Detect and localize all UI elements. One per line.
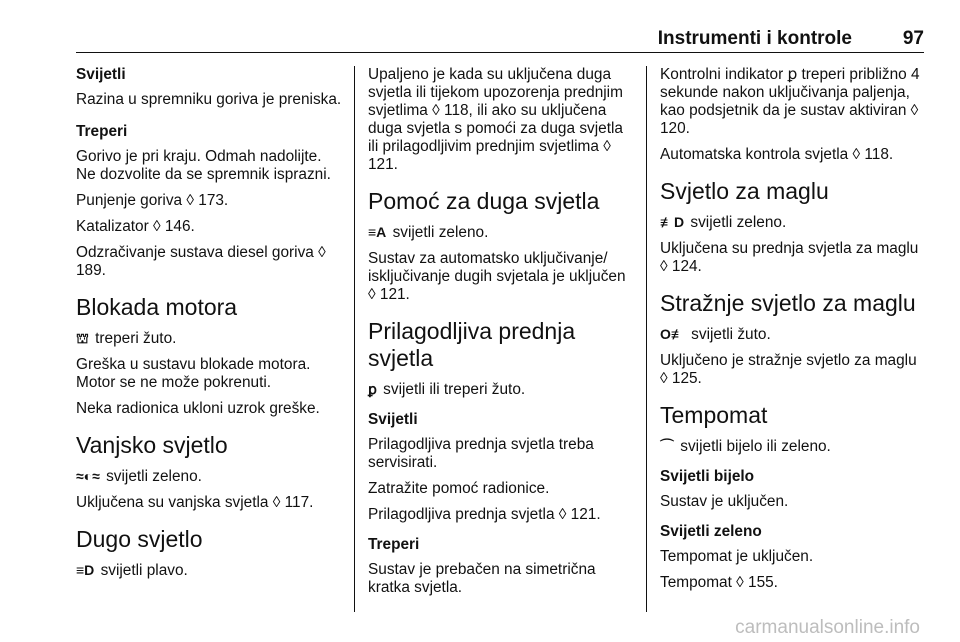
paragraph: Tempomat je uključen. [660, 548, 814, 565]
column-divider-2 [646, 66, 647, 612]
subheading-treperi: Treperi [76, 123, 128, 140]
paragraph: Prilagodljiva prednja svjetla ◊ 121. [368, 506, 601, 523]
watermark: carmanualsonline.info [735, 617, 920, 638]
heading-vanjsko-svjetlo: Vanjsko svjetlo [76, 432, 228, 458]
heading-blokada-motora: Blokada motora [76, 294, 238, 320]
paragraph: Upaljeno je kada su uključena duga svjetla ili tijekom upozorenja prednjim svjetlima ◊ 118, ili ako su uključena duga svjetla s pomoći za duga svjetla ili prilagodljivim prednjim svjetlima ◊ 121. [368, 66, 623, 173]
paragraph: Punjenje goriva ◊ 173. [76, 192, 229, 209]
paragraph: Sustav za automatsko uključivanje/ isključivanje dugih svjetala je uključen ◊ 121. [368, 250, 626, 303]
indicator-line: ≢D svijetli zeleno. [660, 214, 787, 231]
paragraph: Zatražite pomoć radionice. [368, 480, 550, 497]
rear-fog-light-icon: O≢ [660, 326, 685, 342]
header-rule [76, 52, 924, 53]
paragraph: Katalizator ◊ 146. [76, 218, 195, 235]
immobilizer-icon: ⛫ [76, 330, 89, 346]
paragraph: Uključena su prednja svjetla za maglu ◊ 124. [660, 240, 919, 275]
exterior-light-icon: ≈◐≈ [76, 468, 100, 484]
subheading-treperi: Treperi [368, 536, 420, 553]
paragraph: Greška u sustavu blokade motora. Motor se ne može pokrenuti. [76, 356, 311, 391]
adaptive-headlight-icon: ꝑ [368, 381, 377, 397]
heading-tempomat: Tempomat [660, 402, 768, 428]
paragraph: Gorivo je pri kraju. Odmah nadolijte. Ne dozvolite da se spremnik isprazni. [76, 148, 331, 183]
indicator-line: ≡A svijetli zeleno. [368, 224, 489, 241]
heading-svjetlo-za-maglu: Svjetlo za maglu [660, 178, 829, 204]
paragraph: Razina u spremniku goriva je preniska. [76, 91, 342, 108]
subheading-svijetli: Svijetli [368, 411, 418, 428]
front-fog-light-icon: ≢D [660, 214, 685, 230]
paragraph: Sustav je prebačen na simetrična kratka svjetla. [368, 561, 596, 596]
subheading-svijetli-bijelo: Svijetli bijelo [660, 468, 755, 485]
indicator-line: ⌒ svijetli bijelo ili zeleno. [660, 438, 831, 455]
column-3 [660, 66, 928, 600]
column-1 [76, 66, 344, 588]
paragraph: Odzračivanje sustava diesel goriva ◊ 189. [76, 244, 326, 279]
page-header [76, 28, 924, 50]
indicator-line: ≈◐≈ svijetli zeleno. [76, 468, 202, 485]
high-beam-icon: ≡D [76, 562, 95, 578]
indicator-line: O≢ svijetli žuto. [660, 326, 771, 343]
subheading-svijetli-zeleno: Svijetli zeleno [660, 523, 762, 540]
paragraph: Automatska kontrola svjetla ◊ 118. [660, 146, 894, 163]
heading-dugo-svjetlo: Dugo svjetlo [76, 526, 203, 552]
paragraph: Prilagodljiva prednja svjetla treba servisirati. [368, 436, 594, 471]
subheading-svijetli: Svijetli [76, 66, 126, 83]
indicator-line: ⛫ treperi žuto. [76, 330, 177, 347]
cruise-control-icon: ⌒ [660, 438, 674, 454]
paragraph: Uključeno je stražnje svjetlo za maglu ◊ 125. [660, 352, 917, 387]
indicator-line: ꝑ svijetli ili treperi žuto. [368, 381, 526, 398]
paragraph: Sustav je uključen. [660, 493, 789, 510]
paragraph: Tempomat ◊ 155. [660, 574, 778, 591]
column-2 [368, 66, 636, 605]
heading-straznje-svjetlo-za-maglu: Stražnje svjetlo za maglu [660, 290, 916, 316]
indicator-line: ≡D svijetli plavo. [76, 562, 188, 579]
heading-prilagodljiva-prednja-svjetla: Prilagodljiva prednja svjetla [368, 318, 576, 371]
high-beam-assist-icon: ≡A [368, 224, 387, 240]
page-number: 97 [902, 28, 924, 49]
heading-pomoc-za-duga-svjetla: Pomoć za duga svjetla [368, 188, 600, 214]
paragraph: Neka radionica ukloni uzrok greške. [76, 400, 320, 417]
paragraph: Uključena su vanjska svjetla ◊ 117. [76, 494, 314, 511]
column-divider-1 [354, 66, 355, 612]
paragraph: Kontrolni indikator ꝑ treperi približno 4 sekunde nakon uključivanja paljenja, kao podsjetnik da je sustav aktiviran ◊ 120. [660, 66, 920, 137]
page-title: Instrumenti i kontrole [657, 28, 852, 49]
